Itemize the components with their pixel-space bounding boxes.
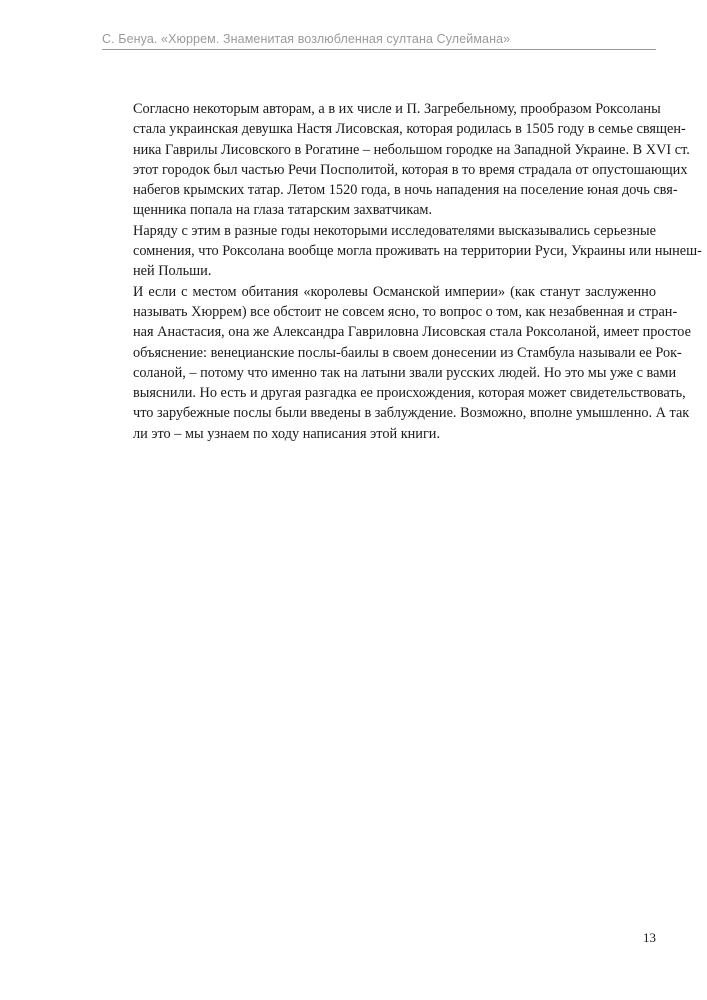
text-line: набегов крымских татар. Летом 1520 года, в ночь нападения на поселение юная дочь свя- bbox=[133, 182, 678, 199]
text-line: объяснение: венецианские послы-баилы в своем донесении из Стамбула называли ее Рок- bbox=[133, 344, 682, 361]
text-line: сомнения, что Роксолана вообще могла проживать на территории Руси, Украины или нынеш- bbox=[133, 243, 702, 260]
text-line: что зарубежные послы были введены в заблуждение. Возможно, вполне умышленно. А так bbox=[133, 405, 690, 422]
paragraph-3 bbox=[104, 282, 691, 444]
text-line: этот городок был частью Речи Посполитой, которая в то время страдала от опустошающих bbox=[133, 161, 688, 178]
text-line: ная Анастасия, она же Александра Гавриловна Лисовская стала Роксоланой, имеет простое bbox=[133, 324, 691, 341]
text-line: щенника попала на глаза татарским захватчикам. bbox=[133, 202, 433, 219]
page-number: 13 bbox=[643, 930, 656, 945]
running-header: С. Бенуа. «Хюррем. Знаменитая возлюбленная султана Сулеймана» bbox=[102, 32, 511, 46]
text-line: Согласно некоторым авторам, а в их числе и П. Загребельному, прообразом Роксоланы bbox=[133, 101, 661, 117]
text-line: выяснили. Но есть и другая разгадка ее происхождения, которая может свидетельствовать, bbox=[133, 385, 686, 402]
text-line: Наряду с этим в разные годы некоторыми исследователями высказывались серьезные bbox=[133, 222, 656, 239]
header-rule bbox=[102, 49, 656, 50]
text-line: стала украинская девушка Настя Лисовская, которая родилась в 1505 году в семье священ- bbox=[133, 121, 686, 138]
text-line: ней Польши. bbox=[133, 263, 212, 280]
body-text bbox=[104, 99, 702, 444]
text-line: соланой, – потому что именно так на латыни звали русских людей. Но это мы уже с вами bbox=[133, 364, 677, 381]
text-line: И если с местом обитания «королевы Османской империи» (как станут заслуженно bbox=[133, 283, 656, 300]
text-line: ли это – мы узнаем по ходу написания этой книги. bbox=[133, 425, 441, 442]
text-line: ника Гаврилы Лисовского в Рогатине – небольшом городке на Западной Украине. В XVI ст. bbox=[133, 141, 690, 158]
paragraph-1 bbox=[104, 99, 690, 221]
text-line: называть Хюррем) все обстоит не совсем ясно, то вопрос о том, как незабвенная и стран- bbox=[133, 303, 678, 320]
paragraph-2 bbox=[104, 221, 702, 282]
